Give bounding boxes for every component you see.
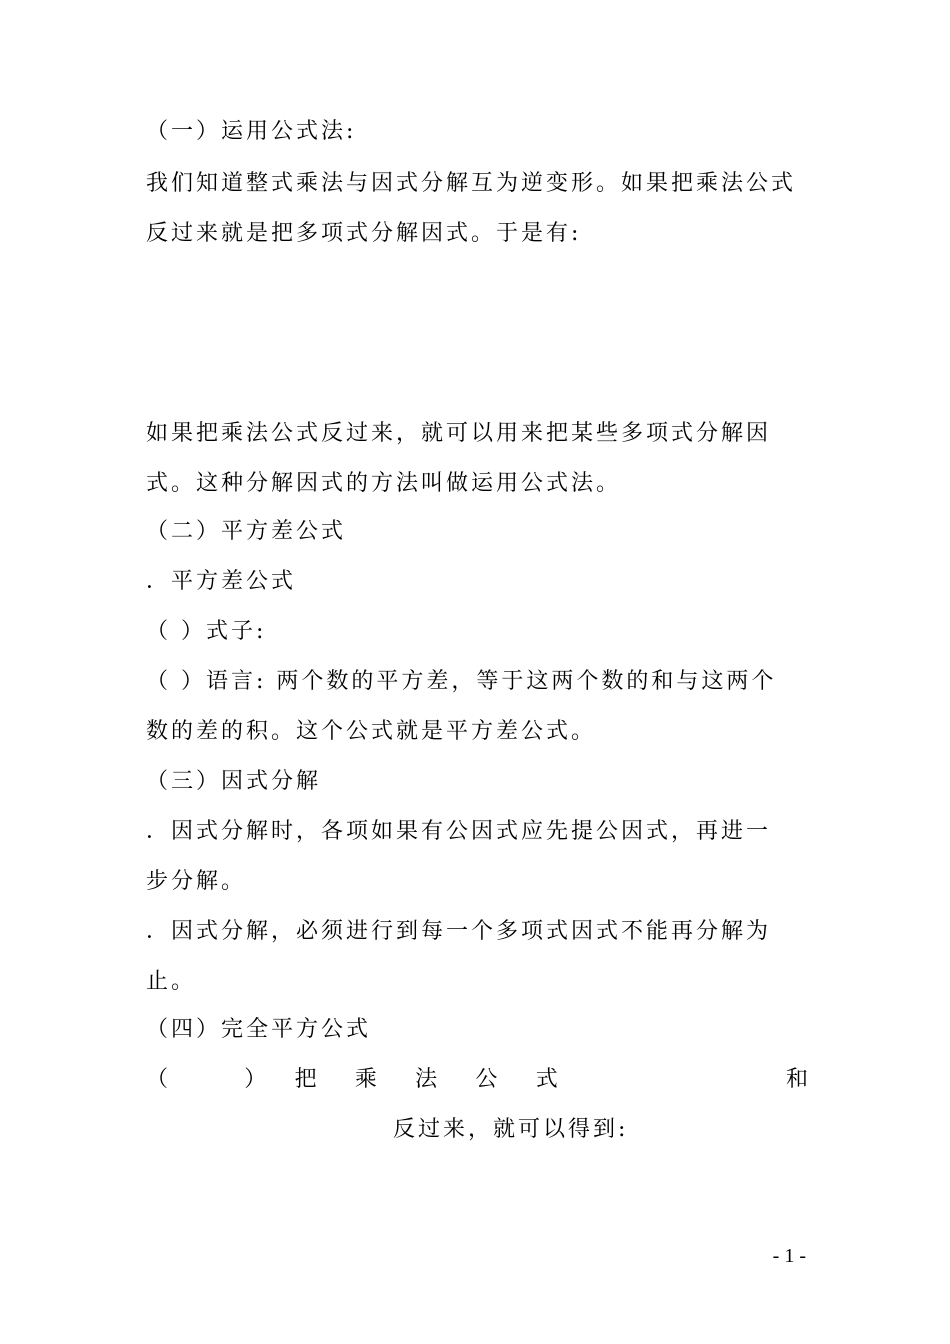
justified-char: （ [146,1067,169,1092]
section-heading-factorization: （三）因式分解 [146,769,322,794]
justified-char: 把 [294,1067,317,1092]
justified-char: 法 [415,1067,438,1092]
justified-char: ） [244,1067,267,1092]
centered-line: 反过来，就可以得到: [393,1117,629,1142]
list-item: ．平方差公式 [146,569,297,594]
section-heading-perfect-square: （四）完全平方公式 [146,1017,372,1042]
paragraph-line: 式。这种分解因式的方法叫做运用公式法。 [146,471,622,496]
list-item: ．因式分解时，各项如果有公因式应先提公因式，再进一 [146,819,772,844]
list-item: （ ）语言: 两个数的平方差，等于这两个数的和与这两个 [146,669,777,694]
justified-char: 公 [475,1067,498,1092]
list-item: ．因式分解，必须进行到每一个多项式因式不能再分解为 [146,919,772,944]
paragraph-line: 步分解。 [146,869,247,894]
justified-line [146,1066,808,1094]
paragraph-line: 数的差的积。这个公式就是平方差公式。 [146,719,597,744]
paragraph-line: 如果把乘法公式反过来，就可以用来把某些多项式分解因 [146,421,772,446]
paragraph-line: 反过来就是把多项式分解因式。于是有: [146,221,582,246]
list-item: （ ）式子: [146,619,267,644]
justified-char: 和 [785,1067,808,1092]
justified-char: 式 [535,1067,558,1092]
section-heading-formula-method: （一）运用公式法: [146,119,357,144]
paragraph-line: 止。 [146,969,197,994]
paragraph-line: 我们知道整式乘法与因式分解互为逆变形。如果把乘法公式 [146,171,797,196]
section-heading-difference-of-squares: （二）平方差公式 [146,519,347,544]
justified-char: 乘 [354,1067,377,1092]
page-number: - 1 - [772,1245,806,1267]
